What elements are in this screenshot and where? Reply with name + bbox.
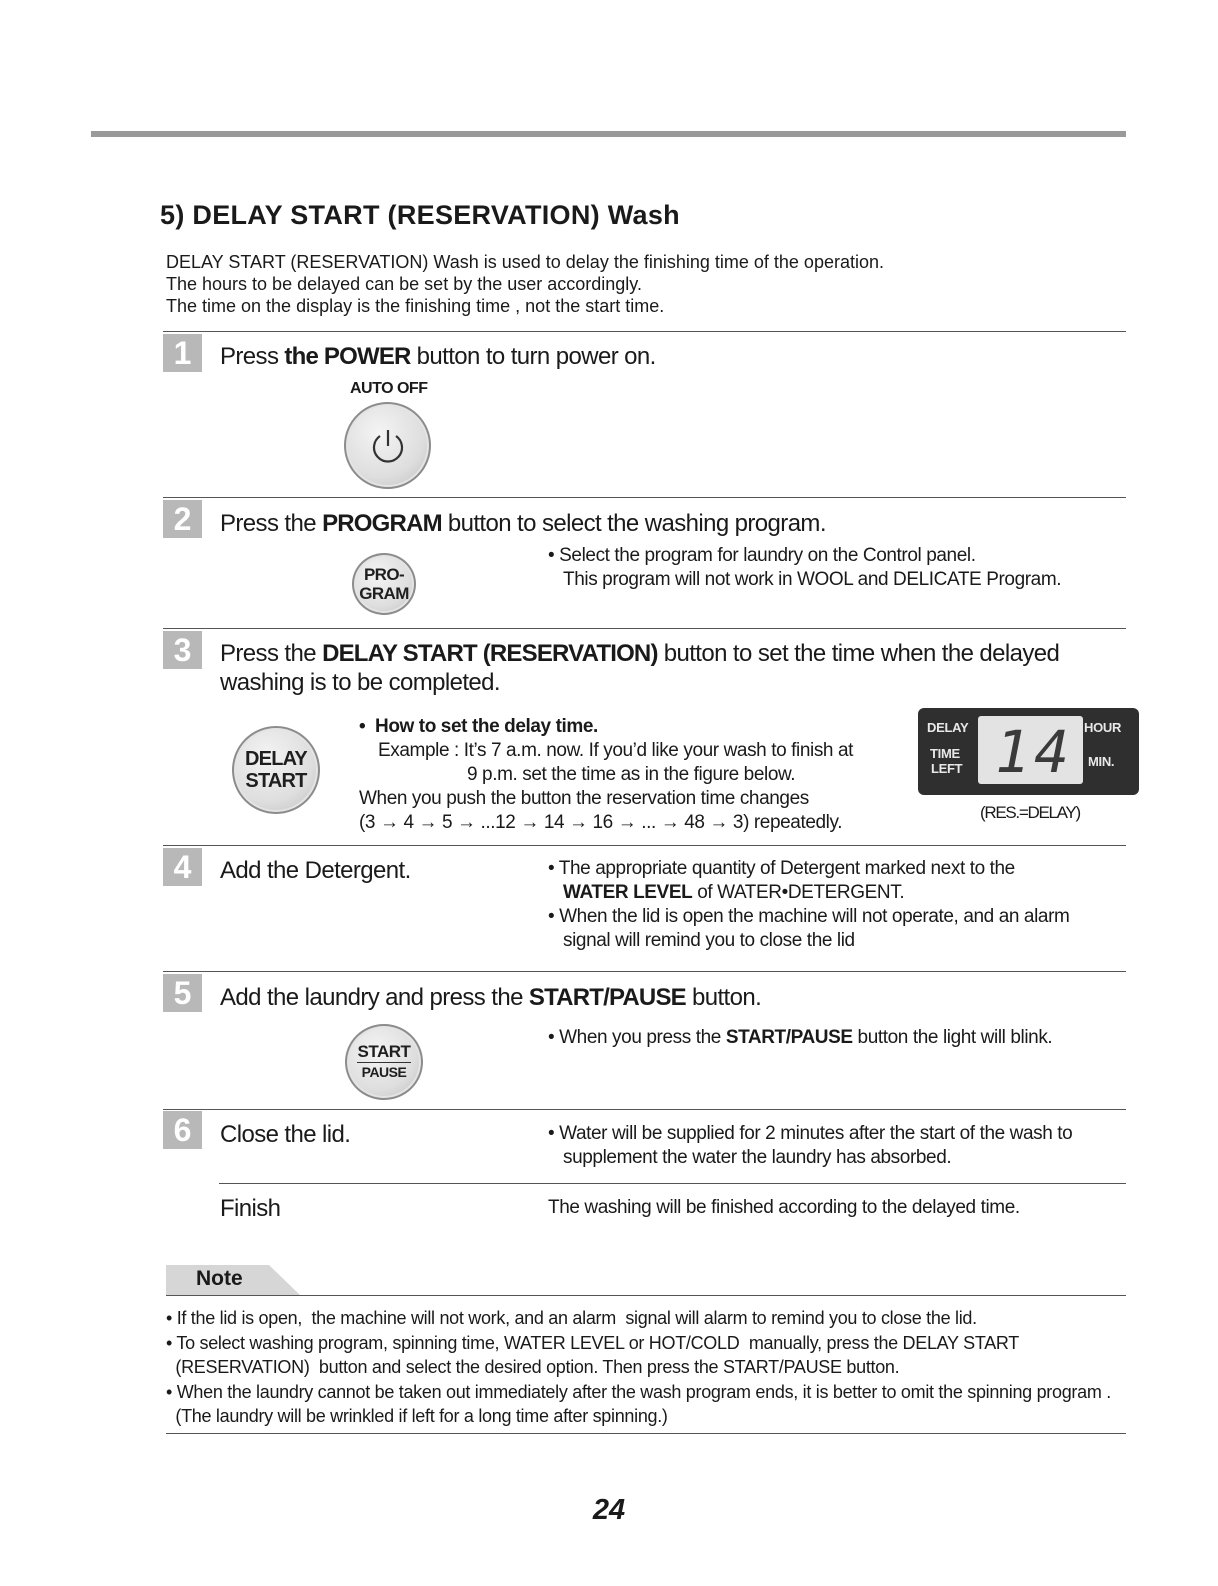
step-6-bullet: • Water will be supplied for 2 minutes after the start of the wash to xyxy=(548,1123,1073,1144)
example-line-2: 9 p.m. set the time as in the figure below. xyxy=(467,764,796,785)
section-title: 5) DELAY START (RESERVATION) Wash xyxy=(160,200,680,230)
finish-heading: Finish xyxy=(220,1195,281,1222)
step-6-heading: Close the lid. xyxy=(220,1121,351,1148)
step-2-bullet-cont: This program will not work in WOOL and DELICATE Program. xyxy=(563,569,1062,590)
note-item: • To select washing program, spinning time, WATER LEVEL or HOT/COLD manually, press the DELAY START xyxy=(166,1332,1019,1353)
step-number-1: 1 xyxy=(163,334,202,372)
step-number-2: 2 xyxy=(163,500,202,538)
display-delay-label: DELAY xyxy=(927,720,969,735)
step-6-bullet-cont: supplement the water the laundry has absorbed. xyxy=(563,1147,952,1168)
power-icon xyxy=(367,425,409,467)
howto-heading: • How to set the delay time. xyxy=(359,716,598,737)
lcd-screen xyxy=(978,716,1083,784)
step-5-bullet: • When you press the START/PAUSE button the light will blink. xyxy=(548,1027,1053,1048)
divider xyxy=(166,1295,1126,1296)
note-item: • When the laundry cannot be taken out immediately after the wash program ends, it is better to omit the spinning program . xyxy=(166,1381,1111,1402)
step-4-bullet-1: • The appropriate quantity of Detergent marked next to the xyxy=(548,858,1015,879)
push-line-1: When you push the button the reservation time changes xyxy=(359,788,809,809)
start-pause-button-line-1: START xyxy=(357,1042,411,1061)
start-pause-button-line-2: PAUSE xyxy=(361,1064,407,1080)
step-4-heading: Add the Detergent. xyxy=(220,857,411,884)
step-4-bullet-2-cont: signal will remind you to close the lid xyxy=(563,930,855,951)
display-caption: (RES.=DELAY) xyxy=(980,803,1080,822)
program-button-line-2: GRAM xyxy=(359,584,409,603)
step-number-3: 3 xyxy=(163,631,202,669)
divider xyxy=(163,331,1126,332)
intro-line-3: The time on the display is the finishing time , not the start time. xyxy=(166,296,665,316)
intro-line-2: The hours to be delayed can be set by the user accordingly. xyxy=(166,274,642,294)
divider xyxy=(163,1109,1126,1110)
page-number: 24 xyxy=(592,1494,626,1526)
lcd-digits: 14 xyxy=(995,718,1073,786)
divider xyxy=(163,845,1126,846)
note-list xyxy=(166,1306,1111,1429)
step-3-heading: Press the DELAY START (RESERVATION) button to set the time when the delayed xyxy=(220,640,1060,667)
program-button[interactable] xyxy=(352,553,416,615)
intro-line-1: DELAY START (RESERVATION) Wash is used to delay the finishing time of the operation. xyxy=(166,252,884,272)
divider xyxy=(166,1433,1126,1434)
auto-off-label: AUTO OFF xyxy=(350,380,428,397)
note-item: (The laundry will be wrinkled if left for a long time after spinning.) xyxy=(166,1406,668,1426)
divider xyxy=(163,497,1126,498)
start-pause-button[interactable] xyxy=(345,1024,423,1100)
finish-text: The washing will be finished according to the delayed time. xyxy=(548,1197,1020,1218)
push-line-2: (3 → 4 → 5 → ...12 → 14 → 16 → ... → 48 → 3) repeatedly. xyxy=(359,812,843,833)
note-label: Note xyxy=(196,1267,243,1290)
power-button[interactable] xyxy=(344,402,431,489)
step-1-heading: Press the POWER button to turn power on. xyxy=(220,343,656,370)
step-5-heading: Add the laundry and press the START/PAUSE button. xyxy=(220,984,762,1011)
delay-start-button[interactable] xyxy=(232,726,320,814)
step-number-4: 4 xyxy=(163,848,202,886)
divider xyxy=(163,971,1126,972)
step-number-6: 6 xyxy=(163,1111,202,1149)
note-item: (RESERVATION) button and select the desired option. Then press the START/PAUSE button. xyxy=(166,1357,900,1377)
delay-start-button-line-2: START xyxy=(245,770,307,792)
step-4-bullet-1-cont: WATER LEVEL of WATER•DETERGENT. xyxy=(563,882,905,903)
step-2-bullet: • Select the program for laundry on the Control panel. xyxy=(548,545,976,566)
step-number-5: 5 xyxy=(163,974,202,1012)
step-3-heading-line-2: washing is to be completed. xyxy=(220,669,500,696)
step-4-bullet-2: • When the lid is open the machine will not operate, and an alarm xyxy=(548,906,1070,927)
delay-display-panel xyxy=(918,708,1139,795)
display-hour-label: HOUR xyxy=(1084,720,1122,735)
step-2-heading: Press the PROGRAM button to select the washing program. xyxy=(220,510,826,537)
delay-start-button-line-1: DELAY xyxy=(245,748,307,770)
divider xyxy=(219,1183,1126,1184)
display-min-label: MIN. xyxy=(1088,754,1115,769)
divider xyxy=(163,628,1126,629)
note-item: • If the lid is open, the machine will not work, and an alarm signal will alarm to remind you to close the lid. xyxy=(166,1308,977,1328)
display-time-label: TIME xyxy=(930,746,960,761)
top-rule xyxy=(91,131,1126,137)
example-line-1: Example : It’s 7 a.m. now. If you’d like your wash to finish at xyxy=(378,740,854,761)
display-left-label: LEFT xyxy=(931,761,963,776)
program-button-line-1: PRO- xyxy=(363,565,405,584)
